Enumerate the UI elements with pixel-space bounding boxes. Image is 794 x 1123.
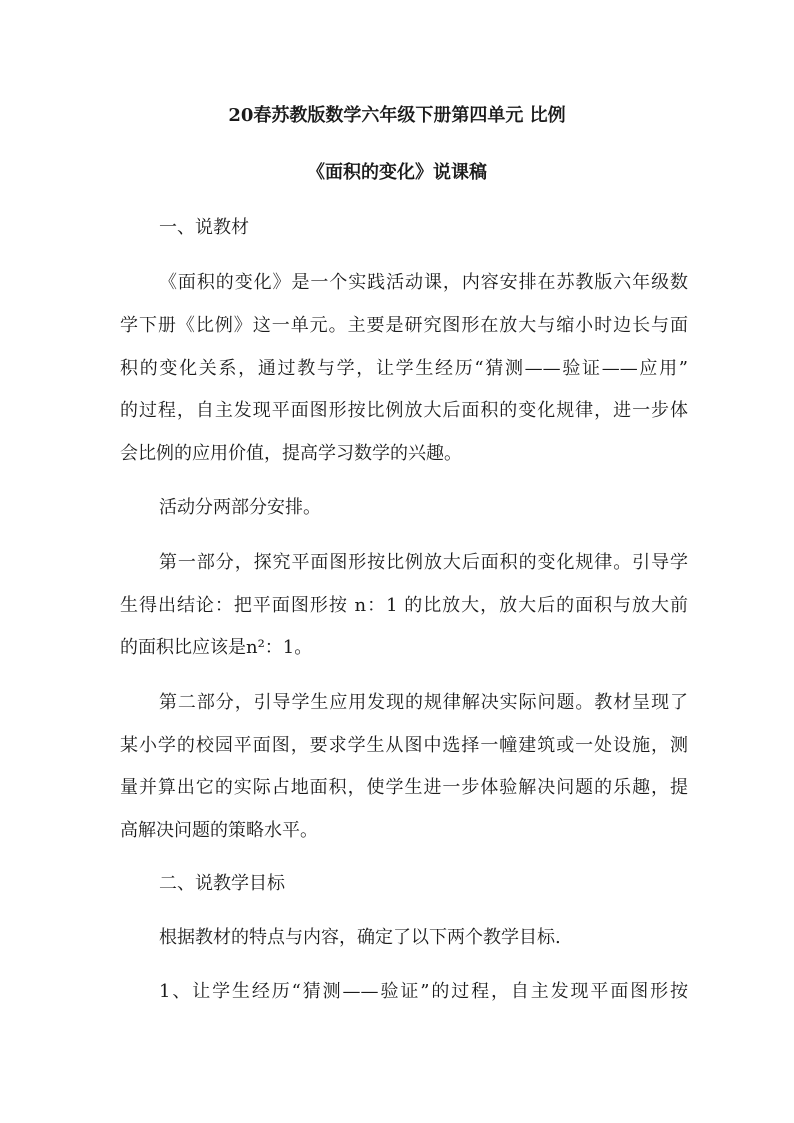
paragraph-line: 积的变化关系，通过教与学，让学生经历“猜测——验证——应用” [120,358,688,379]
paragraph-line: 学下册《比例》这一单元。主要是研究图形在放大与缩小时边长与面 [120,315,688,336]
paragraph-line: 会比例的应用价值，提高学习数学的兴趣。 [120,443,462,464]
paragraph-line: 某小学的校园平面图，要求学生从图中选择一幢建筑或一处设施，测 [120,735,688,756]
paragraph-line: 量并算出它的实际占地面积，使学生进一步体验解决问题的乐趣，提 [120,777,688,798]
paragraph-line: 生得出结论：把平面图形按 n：1 的比放大，放大后的面积与放大前 [120,595,688,616]
paragraph-line: 1、让学生经历“猜测——验证”的过程，自主发现平面图形按 [159,981,688,1002]
section-heading-objectives: 二、说教学目标 [159,873,285,894]
paragraph-line: 第二部分，引导学生应用发现的规律解决实际问题。教材呈现了 [159,692,688,713]
paragraph-line: 活动分两部分安排。 [159,497,321,518]
paragraph-line: 根据教材的特点与内容，确定了以下两个教学目标. [159,927,561,948]
paragraph-line: 的过程，自主发现平面图形按比例放大后面积的变化规律，进一步体 [120,400,688,421]
paragraph-line: 第一部分，探究平面图形按比例放大后面积的变化规律。引导学 [159,552,688,573]
document-subtitle: 《面积的变化》说课稿 [307,162,487,183]
paragraph-line: 高解决问题的策略水平。 [120,820,318,841]
document-title: 20春苏教版数学六年级下册第四单元 比例 [228,105,566,126]
paragraph-line: 《面积的变化》是一个实践活动课，内容安排在苏教版六年级数 [159,272,688,293]
section-heading-textbook: 一、说教材 [159,217,249,238]
paragraph-line: 的面积比应该是n²：1。 [120,637,313,658]
